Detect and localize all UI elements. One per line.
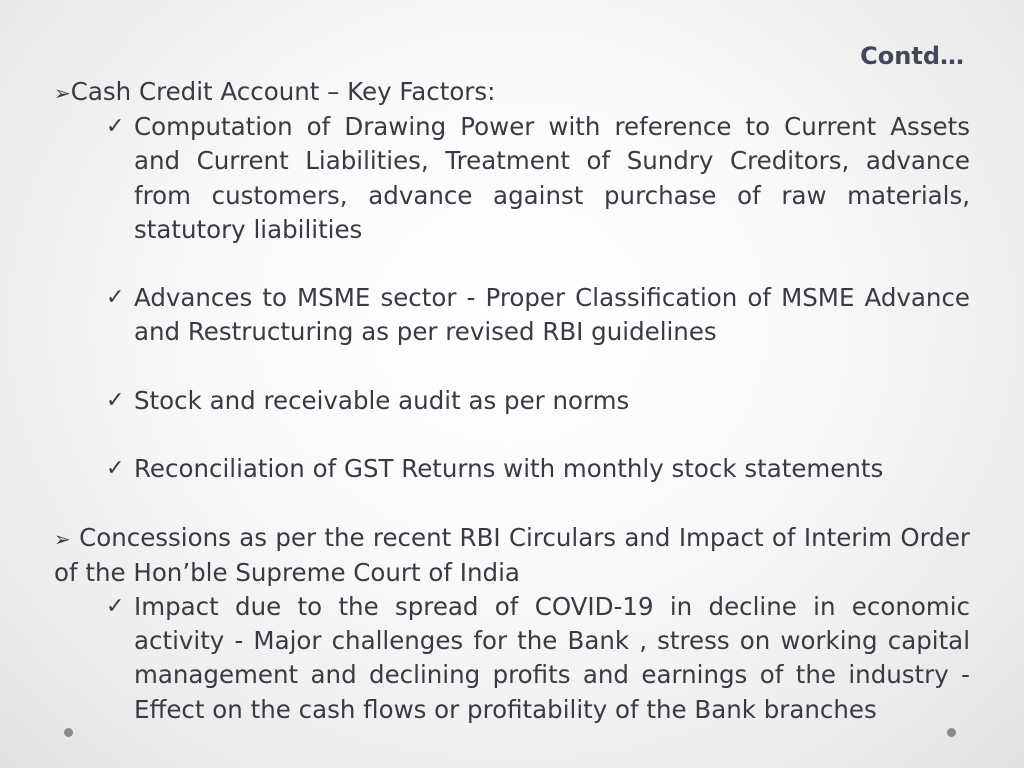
spacer	[54, 486, 970, 520]
checkmark-icon: ✓	[106, 456, 125, 482]
checkmark-icon: ✓	[106, 387, 125, 413]
bullet-text: Cash Credit Account – Key Factors:	[70, 77, 496, 106]
arrow-bullet-icon: ➢	[54, 526, 71, 551]
bullet-cash-credit	[54, 75, 970, 110]
checkmark-icon: ✓	[106, 114, 125, 140]
spacer	[54, 247, 970, 281]
sub-bullet-text: Stock and receivable audit as per norms	[134, 385, 630, 415]
sub-bullet-covid	[106, 590, 970, 727]
sub-bullet-msme	[106, 281, 970, 349]
sub-bullet-text: Reconciliation of GST Returns with monthly stock statements	[134, 454, 884, 484]
sub-bullet-gst	[106, 452, 970, 486]
arrow-bullet-icon: ➢	[54, 81, 71, 105]
spacer	[54, 350, 970, 384]
decorative-dot-left	[64, 728, 73, 737]
bullet-concessions	[54, 521, 970, 590]
checkmark-icon: ✓	[106, 285, 125, 311]
sub-bullet-text: Impact due to the spread of COVID-19 in decline in economic activity - Major challenges for the Bank , stress on working capital management and declining profits and earnings of the industry - Effect on the cash flows or profitability of the Bank branches	[134, 591, 970, 724]
spacer	[54, 418, 970, 452]
sub-bullet-stock-audit	[106, 384, 970, 418]
bullet-text: Concessions as per the recent RBI Circulars and Impact of Interim Order of the Hon’ble Supreme Court of India	[54, 522, 970, 587]
sub-bullet-text: Advances to MSME sector - Proper Classification of MSME Advance and Restructuring as per revised RBI guidelines	[134, 283, 970, 347]
checkmark-icon: ✓	[106, 593, 125, 619]
contd-label: Contd…	[860, 42, 964, 70]
sub-bullet-drawing-power	[106, 110, 970, 247]
decorative-dot-right	[947, 728, 956, 737]
slide-content	[54, 75, 970, 727]
sub-bullet-text: Computation of Drawing Power with reference to Current Assets and Current Liabilities, Treatment of Sundry Creditors, advance from customers, advance against purchase of raw materials, statutory liabilities	[134, 112, 970, 244]
